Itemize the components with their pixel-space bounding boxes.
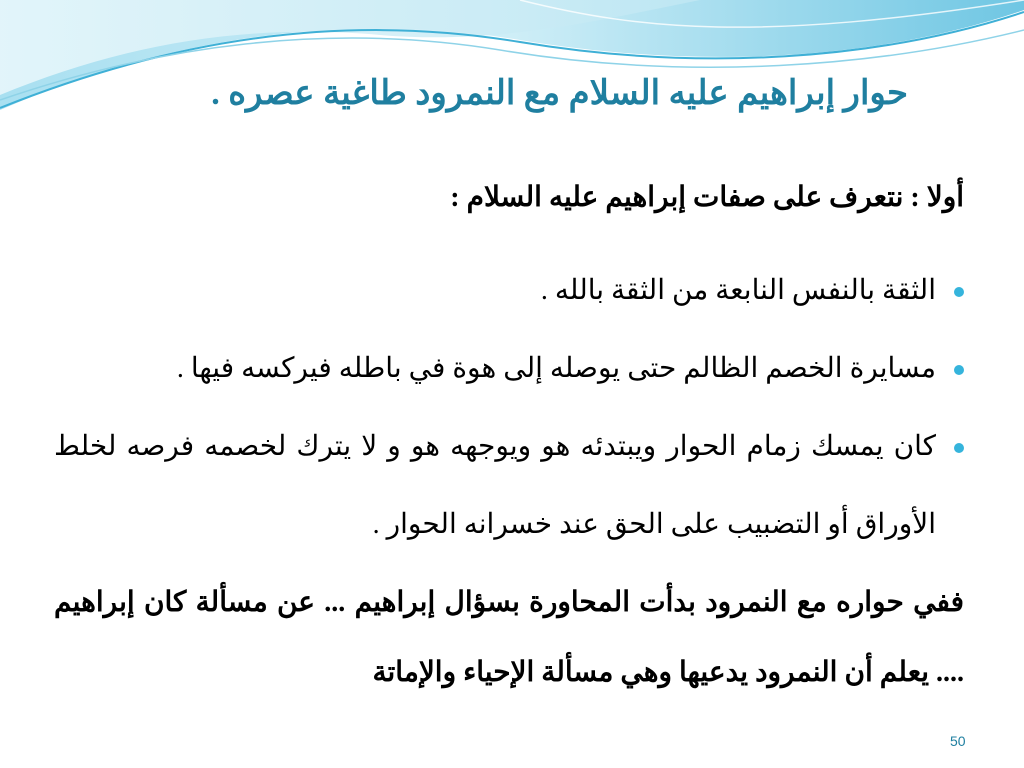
bullet-item xyxy=(54,330,964,408)
bullet-dot-icon xyxy=(954,365,964,375)
bullet-text: الثقة بالنفس النابعة من الثقة بالله . xyxy=(540,275,936,306)
bullet-item xyxy=(54,252,964,330)
bullet-dot-icon xyxy=(954,443,964,453)
bullet-item xyxy=(54,408,964,564)
slide-title: حوار إبراهيم عليه السلام مع النمرود طاغية عصره . xyxy=(211,75,908,112)
bullet-text: كان يمسك زمام الحوار ويبتدئه هو ويوجهه هو و لا يترك لخصمه فرصه لخلط الأوراق أو التضبيب على الحق عند خسرانه الحوار . xyxy=(54,431,936,540)
page-number: 50 xyxy=(950,733,966,749)
section-heading: أولا : نتعرف على صفات إبراهيم عليه السلام : xyxy=(450,182,964,213)
body-paragraph: ففي حواره مع النمرود بدأت المحاورة بسؤال إبراهيم ... عن مسألة كان إبراهيم .... يعلم أن النمرود يدعيها وهي مسألة الإحياء والإماتة xyxy=(54,587,964,688)
slide-content xyxy=(54,170,964,708)
bullet-text: مسايرة الخصم الظالم حتى يوصله إلى هوة في باطله فيركسه فيها . xyxy=(176,353,936,384)
bullet-dot-icon xyxy=(954,287,964,297)
